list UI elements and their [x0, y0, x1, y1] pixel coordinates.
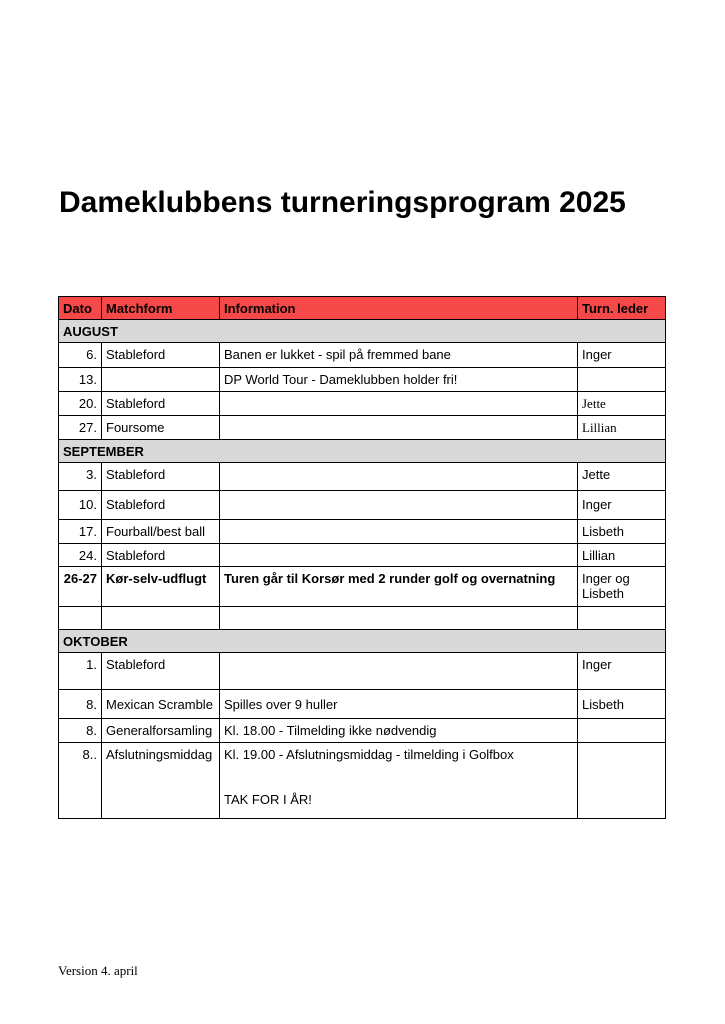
cell-matchform: [102, 607, 220, 630]
cell-information: Kl. 18.00 - Tilmelding ikke nødvendig: [220, 719, 578, 743]
header-information: Information: [220, 297, 578, 320]
cell-leder: Lillian: [578, 544, 666, 567]
cell-information: [220, 607, 578, 630]
table-row: [59, 544, 666, 567]
cell-matchform: Generalforsamling: [102, 719, 220, 743]
cell-matchform: Stableford: [102, 653, 220, 690]
cell-leder: [578, 368, 666, 392]
table-header-row: [59, 297, 666, 320]
table-row: [59, 463, 666, 491]
cell-dato: 3.: [59, 463, 102, 491]
cell-dato: 10.: [59, 491, 102, 520]
cell-dato: 1.: [59, 653, 102, 690]
cell-dato: 20.: [59, 392, 102, 416]
cell-dato: 27.: [59, 416, 102, 440]
cell-information: DP World Tour - Dameklubben holder fri!: [220, 368, 578, 392]
cell-matchform: Afslutningsmiddag: [102, 743, 220, 819]
cell-matchform: Stableford: [102, 491, 220, 520]
table-row: [59, 653, 666, 690]
table-row: [59, 392, 666, 416]
leder-line: Inger og: [582, 571, 630, 586]
cell-leder: Inger: [578, 653, 666, 690]
cell-information: [220, 491, 578, 520]
cell-leder: Jette: [578, 463, 666, 491]
cell-information: [220, 544, 578, 567]
cell-dato: 26-27: [59, 567, 102, 607]
cell-matchform: Fourball/best ball: [102, 520, 220, 544]
cell-matchform: Stableford: [102, 392, 220, 416]
cell-information: Turen går til Korsør med 2 runder golf og overnatning: [220, 567, 578, 607]
cell-dato: 8.: [59, 719, 102, 743]
cell-information: [220, 520, 578, 544]
section-label: AUGUST: [59, 320, 666, 343]
cell-information: Banen er lukket - spil på fremmed bane: [220, 343, 578, 368]
cell-matchform: Mexican Scramble: [102, 690, 220, 719]
cell-dato: 13.: [59, 368, 102, 392]
table-row: [59, 416, 666, 440]
page-title: Dameklubbens turneringsprogram 2025: [59, 186, 626, 219]
cell-leder: Lisbeth: [578, 520, 666, 544]
cell-leder: Lisbeth: [578, 690, 666, 719]
table-row: [59, 368, 666, 392]
closing-note: TAK FOR I ÅR!: [224, 792, 312, 807]
cell-leder: [578, 743, 666, 819]
section-label: SEPTEMBER: [59, 440, 666, 463]
table-row: [59, 491, 666, 520]
cell-information: [220, 743, 578, 819]
information-line: Kl. 19.00 - Afslutningsmiddag - tilmelding i Golfbox: [224, 747, 514, 762]
header-leder: Turn. leder: [578, 297, 666, 320]
section-oktober: [59, 630, 666, 653]
version-note: Version 4. april: [58, 963, 138, 978]
cell-leder: [578, 719, 666, 743]
cell-leder: Jette: [578, 392, 666, 416]
table-row: [59, 719, 666, 743]
table-row: [59, 520, 666, 544]
header-dato: Dato: [59, 297, 102, 320]
cell-information: Spilles over 9 huller: [220, 690, 578, 719]
table-row: [59, 743, 666, 819]
cell-leder: Inger: [578, 491, 666, 520]
cell-leder: [578, 567, 666, 607]
cell-matchform: Stableford: [102, 544, 220, 567]
cell-dato: 8.: [59, 690, 102, 719]
table-row: [59, 343, 666, 368]
cell-matchform: Foursome: [102, 416, 220, 440]
table-row-empty: [59, 607, 666, 630]
cell-information: [220, 463, 578, 491]
cell-dato: 6.: [59, 343, 102, 368]
table-row: [59, 690, 666, 719]
cell-dato: [59, 607, 102, 630]
cell-dato: 24.: [59, 544, 102, 567]
cell-information: [220, 653, 578, 690]
cell-information: [220, 416, 578, 440]
cell-matchform: Stableford: [102, 343, 220, 368]
cell-matchform: Stableford: [102, 463, 220, 491]
cell-information: [220, 392, 578, 416]
cell-dato: 17.: [59, 520, 102, 544]
section-september: [59, 440, 666, 463]
leder-line: Lisbeth: [582, 586, 624, 601]
cell-leder: Lillian: [578, 416, 666, 440]
cell-leder: [578, 607, 666, 630]
section-label: OKTOBER: [59, 630, 666, 653]
header-matchform: Matchform: [102, 297, 220, 320]
section-august: [59, 320, 666, 343]
cell-matchform: [102, 368, 220, 392]
table-row: [59, 567, 666, 607]
tournament-table: [58, 296, 666, 819]
cell-matchform: Kør-selv-udflugt: [102, 567, 220, 607]
cell-dato: 8..: [59, 743, 102, 819]
cell-leder: Inger: [578, 343, 666, 368]
